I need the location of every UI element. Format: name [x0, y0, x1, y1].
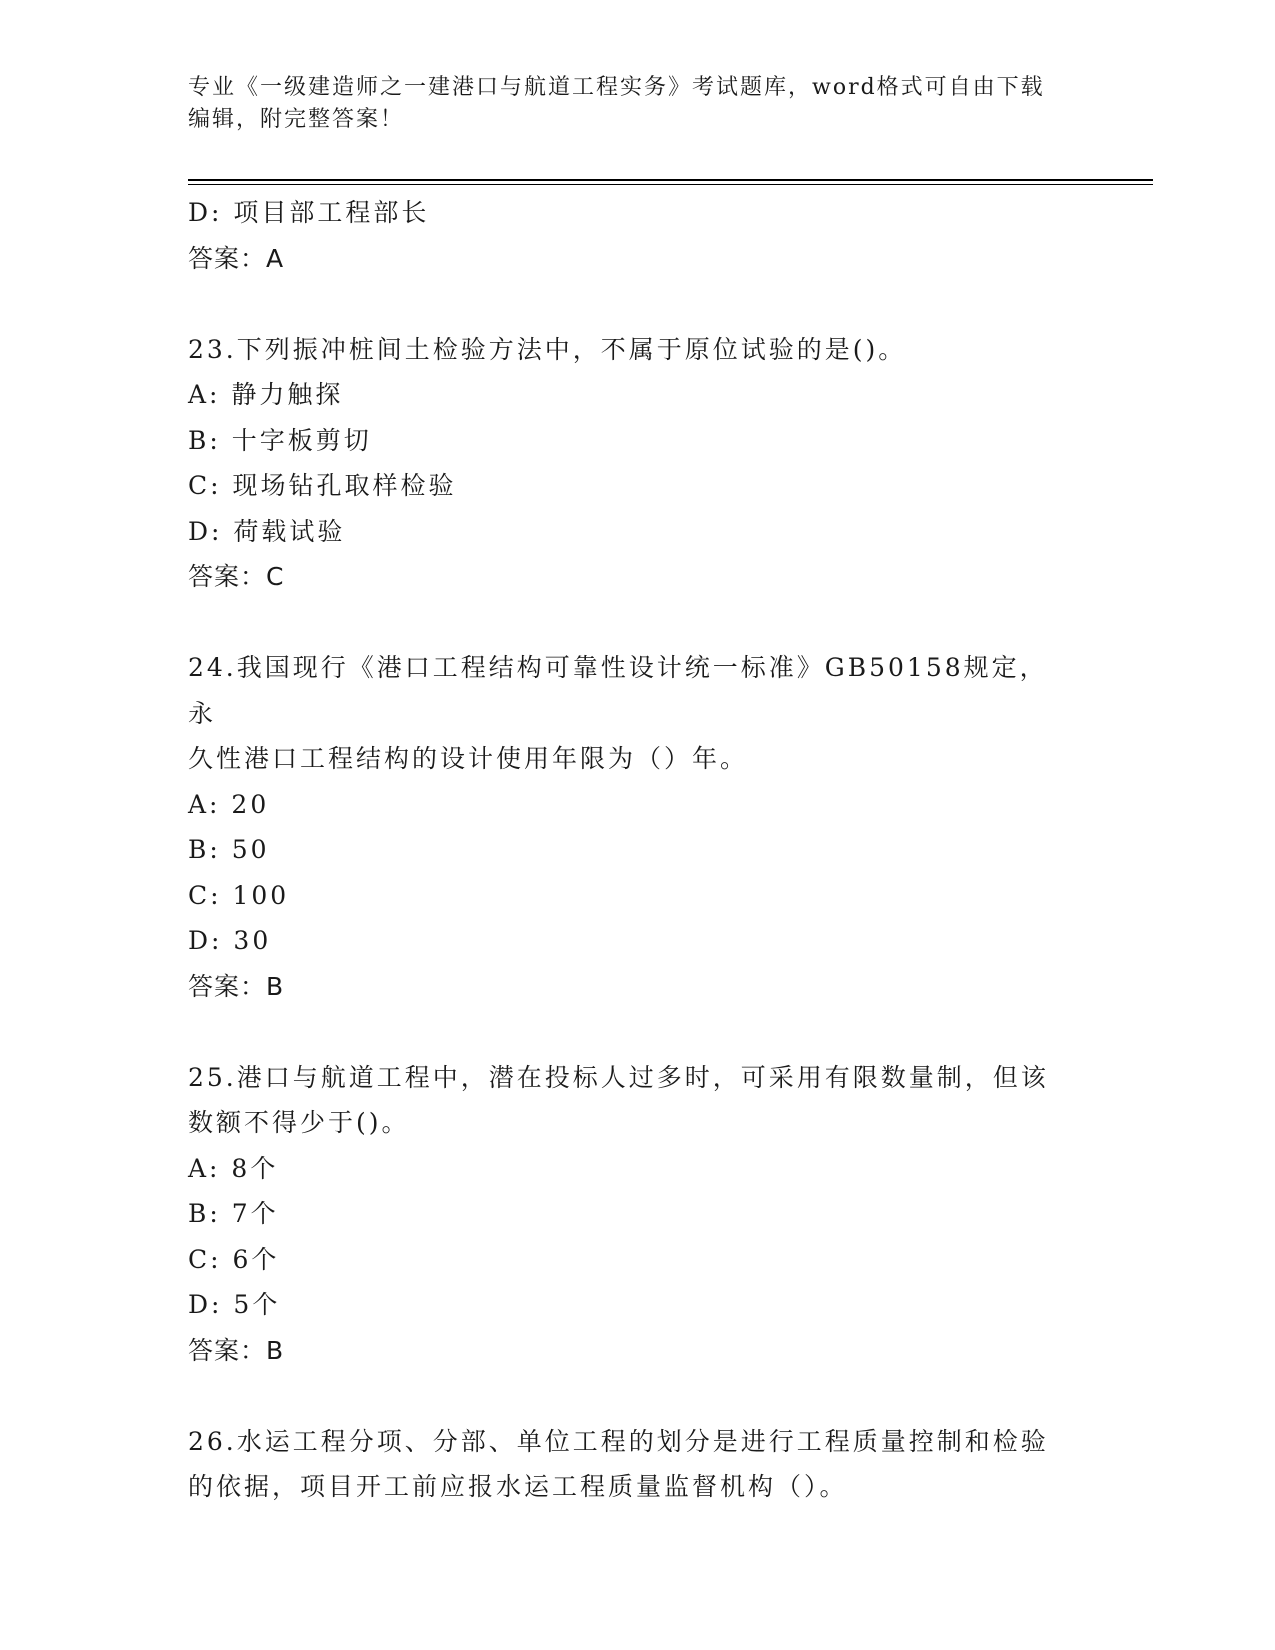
- option-d: D: 5个: [188, 1290, 281, 1319]
- spacer: [188, 1373, 1068, 1419]
- option-d: D: 30: [188, 926, 272, 955]
- header-line-2: 编辑，附完整答案！: [188, 107, 405, 132]
- spacer: [188, 1009, 1068, 1055]
- answer: 答案：B: [188, 1335, 285, 1365]
- option-a: A: 20: [188, 789, 270, 819]
- option-d: D: 项目部工程部长: [188, 198, 430, 227]
- document-body: [188, 190, 1068, 1510]
- question-text-cont: 的依据，项目开工前应报水运工程质量监督机构（）。: [188, 1472, 848, 1501]
- question-text: 26.水运工程分项、分部、单位工程的划分是进行工程质量控制和检验: [188, 1426, 1049, 1456]
- option-b: B: 十字板剪切: [188, 425, 372, 455]
- option-b: B: 7个: [188, 1199, 279, 1228]
- question-25: [188, 1055, 1068, 1374]
- question-text: 25.港口与航道工程中，潜在投标人过多时，可采用有限数量制，但该: [188, 1062, 1049, 1092]
- question-23: [188, 327, 1068, 600]
- header-rule-thin: [188, 184, 1153, 185]
- option-b: B: 50: [188, 835, 270, 864]
- question-24: [188, 645, 1068, 1009]
- spacer: [188, 281, 1068, 327]
- question-22-tail: [188, 190, 1068, 281]
- question-text: 23.下列振冲桩间土检验方法中，不属于原位试验的是()。: [188, 334, 907, 364]
- option-c: C: 现场钻孔取样检验: [188, 471, 457, 500]
- header-rule-thick: [188, 179, 1153, 181]
- question-text-cont: 数额不得少于()。: [188, 1108, 410, 1137]
- question-text: 24.我国现行《港口工程结构可靠性设计统一标准》GB50158规定，永: [188, 653, 1048, 728]
- answer: 答案：A: [188, 243, 285, 273]
- option-c: C: 6个: [188, 1244, 280, 1274]
- option-d: D: 荷载试验: [188, 516, 346, 546]
- question-26: [188, 1419, 1068, 1510]
- document-header: [188, 72, 1068, 136]
- option-a: A: 8个: [188, 1153, 279, 1183]
- spacer: [188, 600, 1068, 646]
- header-line-1: 专业《一级建造师之一建港口与航道工程实务》考试题库，word格式可自由下载: [188, 75, 1045, 100]
- answer: 答案：B: [188, 971, 285, 1001]
- answer: 答案：C: [188, 562, 285, 591]
- question-text-cont: 久性港口工程结构的设计使用年限为（）年。: [188, 744, 749, 773]
- option-a: A: 静力触探: [188, 380, 344, 409]
- option-c: C: 100: [188, 880, 290, 910]
